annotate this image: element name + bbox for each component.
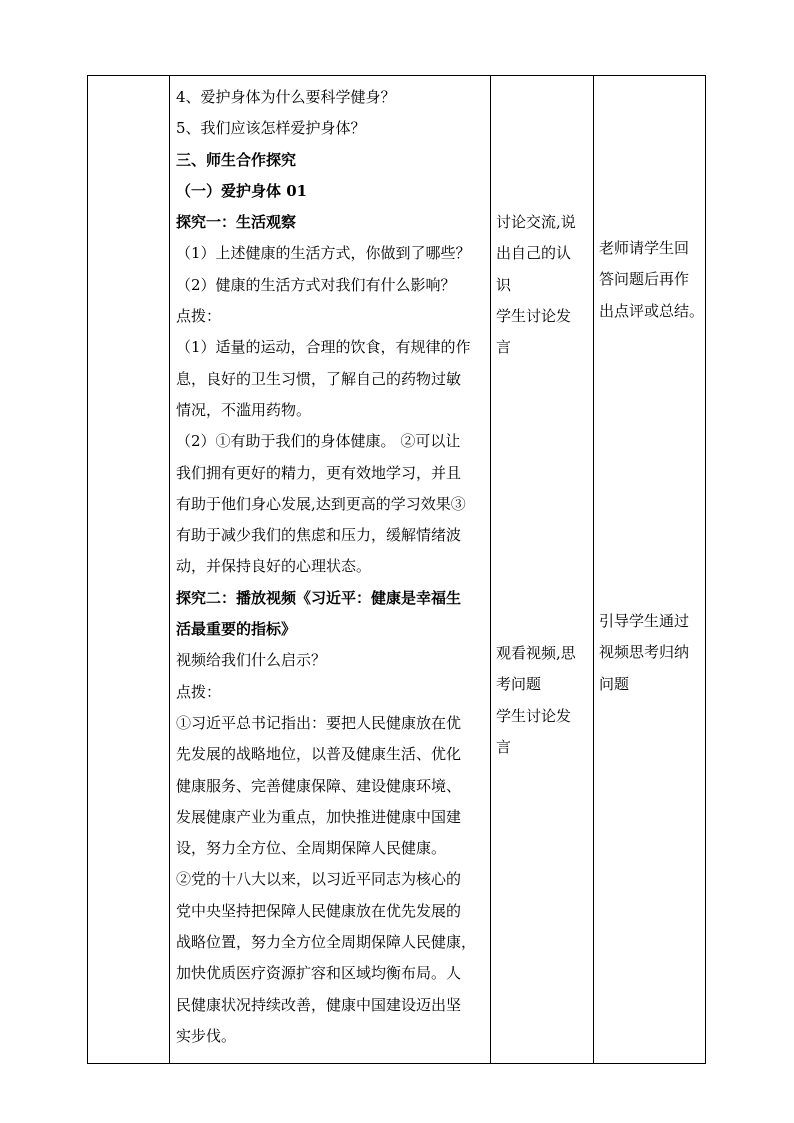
section-heading: 探究二：播放视频《习近平：健康是幸福生	[176, 588, 462, 607]
design-intent-block-2	[599, 606, 705, 700]
content-line: 点拨：	[176, 682, 222, 701]
intent-line: 老师请学生回	[599, 239, 690, 257]
activity-line: 观看视频,思	[496, 644, 576, 662]
content-line: 党中央坚持把保障人民健康放在优先发展的	[176, 901, 462, 920]
content-line: 视频给我们什么启示？	[176, 651, 327, 670]
section-heading: 三、师生合作探究	[176, 150, 297, 169]
activity-line: 出自己的认	[496, 244, 572, 263]
design-intent-column	[594, 76, 707, 1063]
content-line: 4、爱护身体为什么要科学健身？	[176, 88, 396, 106]
intent-line: 出点评或总结。	[599, 301, 705, 320]
activity-line: 学生讨论发	[496, 706, 572, 725]
activity-line: 言	[496, 737, 512, 756]
content-line: 息，良好的卫生习惯，了解自己的药物过敏	[176, 369, 462, 388]
content-line: 健康服务、完善健康保障、建设健康环境、	[176, 776, 462, 795]
content-line: 点拨：	[176, 307, 222, 326]
intent-line: 答问题后再作	[599, 270, 690, 289]
activity-line: 言	[496, 338, 512, 357]
content-line: 情况，不滥用药物。	[176, 400, 312, 419]
section-heading: 探究一：生活观察	[176, 213, 297, 232]
content-line: ①习近平总书记指出：要把人民健康放在优	[176, 713, 462, 732]
content-line: 5、我们应该怎样爱护身体？	[176, 119, 366, 138]
content-line: （2）①有助于我们的身体健康。 ②可以让	[176, 432, 461, 451]
content-line: （1）上述健康的生活方式，你做到了哪些？	[176, 244, 471, 263]
design-intent-block-1	[599, 233, 705, 327]
section-heading: 活最重要的指标》	[176, 620, 297, 639]
teaching-content-column	[170, 76, 490, 1063]
content-line: 发展健康产业为重点，加快推进健康中国建	[176, 807, 462, 826]
content-line: 设，努力全方位、全周期保障人民健康。	[176, 839, 447, 858]
content-line: 有助于减少我们的焦虑和压力，缓解情绪波	[176, 526, 462, 545]
activity-line: 考问题	[496, 675, 542, 694]
activity-line: 学生讨论发	[496, 306, 572, 325]
activity-line: 讨论交流,说	[496, 213, 576, 231]
content-line: （2）健康的生活方式对我们有什么影响？	[176, 275, 456, 294]
content-line: 我们拥有更好的精力，更有效地学习，并且	[176, 463, 462, 482]
content-line: 战略位置，努力全方位全周期保障人民健康，	[176, 933, 477, 952]
content-line: （1）适量的运动，合理的饮食，有规律的作	[176, 338, 471, 357]
content-line: 实步伐。	[176, 1026, 237, 1045]
student-activity-column	[491, 76, 594, 1063]
student-activity-block-2	[496, 638, 592, 763]
intent-line: 引导学生通过	[599, 612, 690, 630]
activity-line: 识	[496, 275, 512, 294]
content-line: 先发展的战略地位，以普及健康生活、优化	[176, 745, 462, 764]
intent-line: 视频思考归纳	[599, 643, 690, 662]
content-line: ②党的十八大以来，以习近平同志为核心的	[176, 870, 462, 889]
content-line: 动，并保持良好的心理状态。	[176, 557, 372, 576]
section-heading: （一）爱护身体 01	[176, 181, 308, 200]
student-activity-block-1	[496, 207, 592, 363]
content-line: 民健康状况持续改善，健康中国建设迈出坚	[176, 995, 462, 1014]
lesson-plan-table	[87, 75, 706, 1064]
content-line: 有助于他们身心发展,达到更高的学习效果③	[176, 494, 466, 513]
content-line: 加快优质医疗资源扩容和区域均衡布局。人	[176, 964, 462, 983]
empty-first-column	[88, 76, 169, 1063]
intent-line: 问题	[599, 674, 630, 693]
